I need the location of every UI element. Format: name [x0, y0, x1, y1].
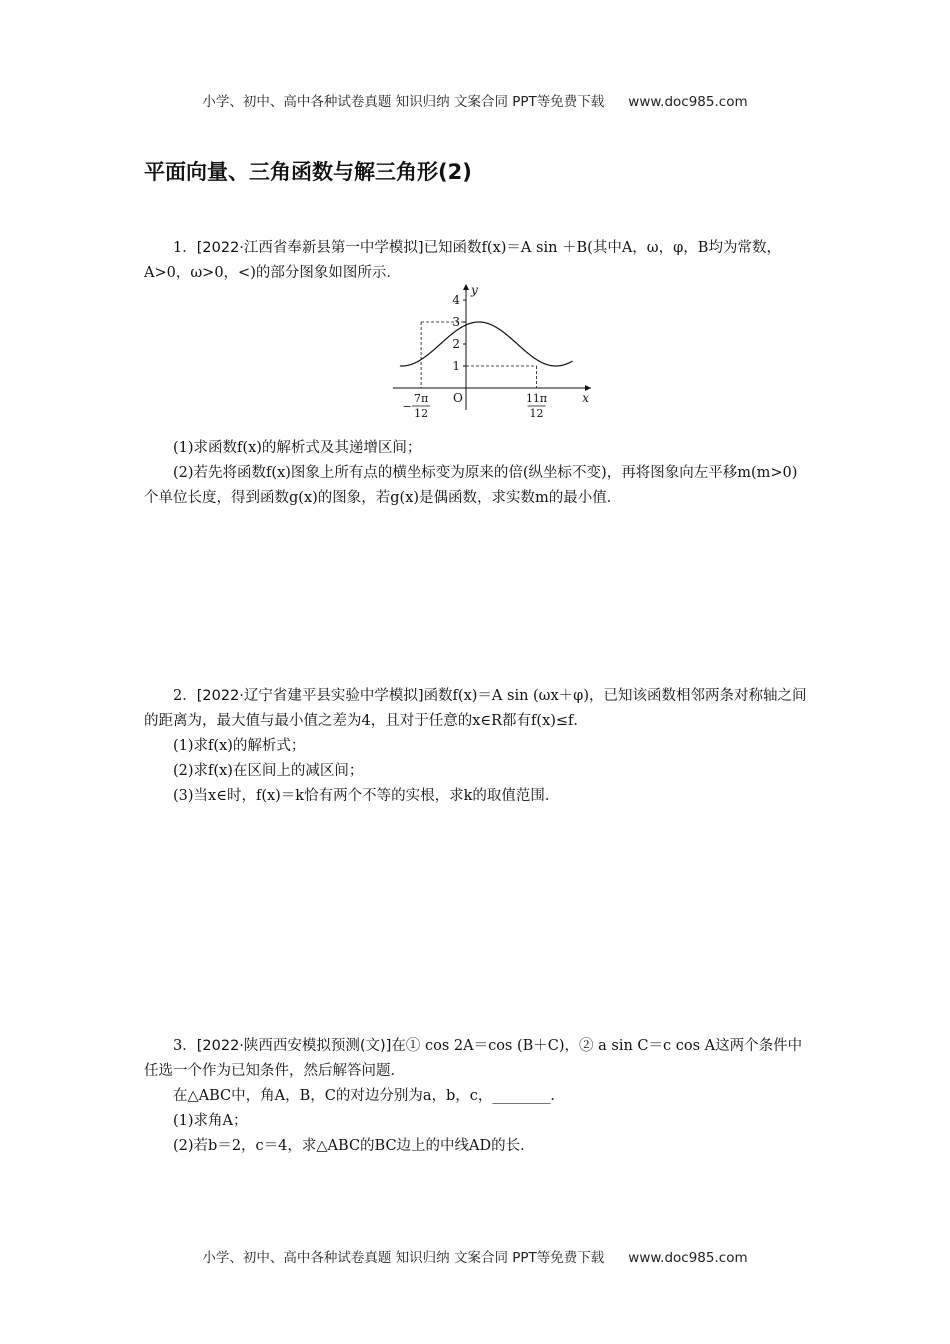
problem-text: 在① cos 2A＝cos (B＋C)，② a sin C＝c cos A这两个条件中任选一个作为已知条件，然后解答问题． — [144, 1038, 803, 1079]
y-axis-arrow — [463, 284, 469, 290]
problem-1-part-1: (1)求函数f(x)的解析式及其递增区间； — [173, 440, 422, 456]
page-title: 平面向量、三角函数与解三角形(2) — [144, 160, 472, 184]
sine-graph-figure — [385, 280, 595, 420]
footer-text: 小学、初中、高中各种试卷真题 知识归纳 文案合同 PPT等免费下载 — [202, 1250, 605, 1266]
header-text: 小学、初中、高中各种试卷真题 知识归纳 文案合同 PPT等免费下载 — [202, 94, 605, 110]
problem-3-condition: 在△ABC中，角A，B，C的对边分别为a，b，c，________． — [173, 1088, 565, 1104]
problem-2-part-3: (3)当x∈时，f(x)＝k恰有两个不等的实根，求k的取值范围． — [173, 788, 560, 804]
x-tick-denominator: 12 — [414, 407, 429, 420]
problem-source: [2022·辽宁省建平县实验中学模拟] — [196, 688, 424, 704]
y-tick-label: 1 — [452, 359, 460, 373]
problem-number: 2． — [173, 688, 197, 704]
y-tick-label: 4 — [452, 293, 460, 307]
problem-3-part-2: (2)若b＝2，c＝4，求△ABC的BC边上的中线AD的长． — [173, 1138, 535, 1154]
footer-url[interactable]: www.doc985.com — [628, 1250, 748, 1266]
header-url[interactable]: www.doc985.com — [628, 94, 748, 110]
problem-source: [2022·江西省奉新县第一中学模拟] — [196, 240, 424, 256]
problem-source: [2022·陕西西安模拟预测(文)] — [196, 1038, 392, 1054]
x-axis-label: x — [582, 391, 589, 405]
x-tick-denominator: 12 — [529, 407, 544, 420]
problem-3 — [144, 1034, 808, 1159]
problem-text: 已知函数f(x)＝A sin ＋B(其中A，ω，φ，B均为常数，A>0，ω>0，<)的部分图象如图所示． — [144, 240, 781, 281]
x-tick-numerator: 11π — [525, 392, 548, 405]
x-tick-sign: − — [402, 400, 412, 413]
y-tick-label: 3 — [452, 315, 460, 329]
problem-1-part-2: (2)若先将函数f(x)图象上所有点的横坐标变为原来的倍(纵坐标不变)，再将图象向左平移m(m>0)个单位长度，得到函数g(x)的图象，若g(x)是偶函数，求实数m的最小值． — [144, 465, 798, 506]
problem-2-stem — [144, 684, 808, 734]
problem-number: 3． — [173, 1038, 197, 1054]
page-header — [0, 90, 950, 110]
x-tick-numerator: 7π — [413, 392, 429, 405]
y-axis-label: y — [471, 283, 478, 297]
sine-curve — [400, 322, 573, 366]
problem-text: 函数f(x)＝A sin (ωx＋φ)，已知该函数相邻两条对称轴之间的距离为，最大值与最小值之差为4，且对于任意的x∈R都有f(x)≤f． — [144, 688, 807, 729]
problem-2 — [144, 684, 808, 809]
origin-label: O — [453, 391, 463, 405]
problem-3-part-1: (1)求角A； — [173, 1113, 248, 1129]
page-footer — [0, 1246, 950, 1266]
problem-1-parts — [144, 436, 808, 511]
problem-number: 1． — [173, 240, 197, 256]
problem-1-stem — [144, 236, 808, 286]
y-tick-label: 2 — [452, 337, 460, 351]
problem-1 — [144, 236, 808, 286]
problem-3-stem — [144, 1034, 808, 1084]
problem-2-part-1: (1)求f(x)的解析式； — [173, 738, 306, 754]
problem-2-part-2: (2)求f(x)在区间上的减区间； — [173, 763, 364, 779]
